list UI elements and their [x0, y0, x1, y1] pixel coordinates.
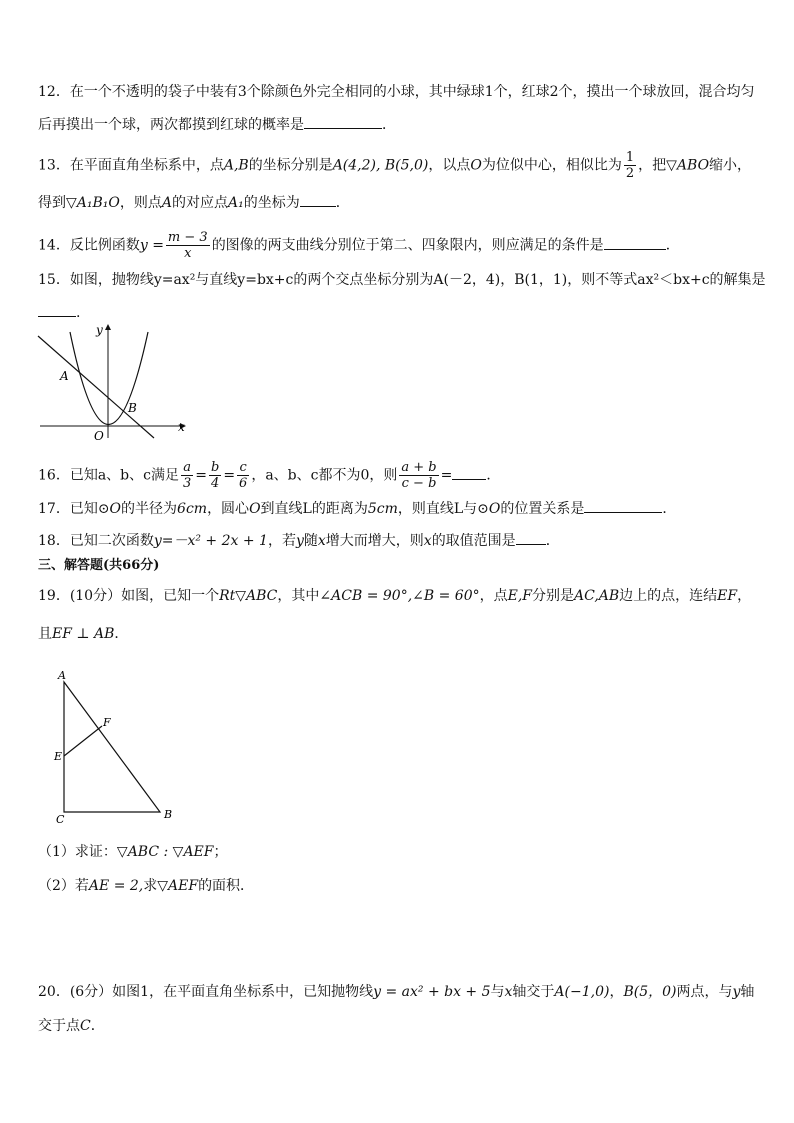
- figure-19-triangle: [50, 668, 180, 826]
- x-axis-label: x: [178, 420, 185, 434]
- triangle-abc: [64, 682, 160, 812]
- answer-blank-12[interactable]: [304, 114, 382, 129]
- answer-blank-14[interactable]: [604, 235, 666, 250]
- question-14-line: 14．反比例函数y = $\frac{m - 3}{x}$ 的图像的两支曲线分别位于第二、四象限内，则应满足的条件是 ．: [38, 230, 680, 261]
- question-15-line-2: .: [38, 302, 80, 323]
- vertex-b-label: B: [164, 808, 173, 821]
- function-fraction: $\frac{m - 3}{x}$: [167, 230, 208, 261]
- straight-line: [38, 336, 154, 438]
- y-axis-arrow: [105, 324, 111, 330]
- fraction-expression: $\frac{a + b}{c - b}$: [401, 460, 437, 491]
- point-e-label: E: [54, 750, 63, 763]
- vertex-c-label: C: [56, 813, 65, 826]
- question-12-line-2: 后再摸出一个球，两次都摸到红球的概率是 ．: [38, 114, 396, 135]
- question-15-line-1: 15．如图，抛物线y=ax²与直线y=bx+c的两个交点坐标分别为A(－2，4)，B(1，1)，则不等式ax²＜bx+c的解集是: [38, 272, 766, 288]
- question-19-part-2: （2）若AE = 2,求▽AEF的面积．: [38, 878, 255, 894]
- figure-15-graph: [36, 322, 196, 446]
- question-19-line-1: 19．(10分）如图，已知一个Rt▽ABC，其中∠ACB = 90°,∠B = 60°，点E,F分别是AC,AB边上的点，连结EF，: [38, 588, 752, 604]
- question-20-line-2: 交于点C．: [38, 1018, 105, 1034]
- fraction-c-6: $\frac{c}{6}$: [239, 460, 248, 491]
- answer-blank-18[interactable]: [516, 530, 546, 545]
- answer-blank-15[interactable]: [38, 302, 76, 317]
- y-axis-label: y: [96, 323, 103, 337]
- ratio-fraction: $\frac{1}{2}$: [625, 150, 635, 181]
- point-f-label: F: [103, 716, 111, 729]
- section-3-heading: 三、解答题(共66分): [38, 558, 160, 573]
- origin-label: O: [94, 429, 104, 443]
- fraction-a-3: $\frac{a}{3}$: [182, 460, 192, 491]
- question-16-line: 16．已知a、b、c满足 $\frac{a}{3}$ = $\frac{b}{4}$ = $\frac{c}{6}$ ，a、b、c都不为0，则 $\frac{a + b}{c - b}$ = ．: [38, 460, 501, 491]
- fraction-b-4: $\frac{b}{4}$: [210, 460, 220, 491]
- question-19-line-2: 且EF ⊥ AB．: [38, 626, 129, 642]
- question-19-part-1: （1）求证：▽ABC : ▽AEF；: [38, 844, 228, 860]
- answer-blank-13[interactable]: [300, 192, 336, 207]
- question-12-line-1: 12．在一个不透明的袋子中装有3个除颜色外完全相同的小球，其中绿球1个，红球2个，摸出一个球放回，混合均匀: [38, 84, 755, 100]
- answer-blank-16[interactable]: [452, 465, 486, 480]
- question-18-line: 18．已知二次函数y=－x² + 2x + 1，若y随x增大而增大，则x的取值范围是 ．: [38, 530, 560, 551]
- vertex-a-label: A: [58, 669, 66, 682]
- question-17-line: 17．已知⊙O的半径为6cm，圆心O到直线L的距离为5cm，则直线L与⊙O的位置关系是 ．: [38, 498, 676, 519]
- point-a-label: A: [60, 369, 69, 383]
- segment-ef: [64, 726, 102, 756]
- answer-blank-17[interactable]: [584, 498, 662, 513]
- question-20-line-1: 20．(6分）如图1，在平面直角坐标系中，已知抛物线y = ax² + bx + 5与x轴交于A(−1,0)，B(5，0)两点，与y轴: [38, 984, 755, 1000]
- question-13-line-1: 13．在平面直角坐标系中，点A,B的坐标分别是A(4,2), B(5,0)，以点O为位似中心，相似比为 $\frac{1}{2}$ ，把▽ABO缩小，: [38, 150, 752, 181]
- point-b-label: B: [128, 401, 137, 415]
- question-13-line-2: 得到▽A₁B₁O，则点A的对应点A₁的坐标为 ．: [38, 192, 350, 213]
